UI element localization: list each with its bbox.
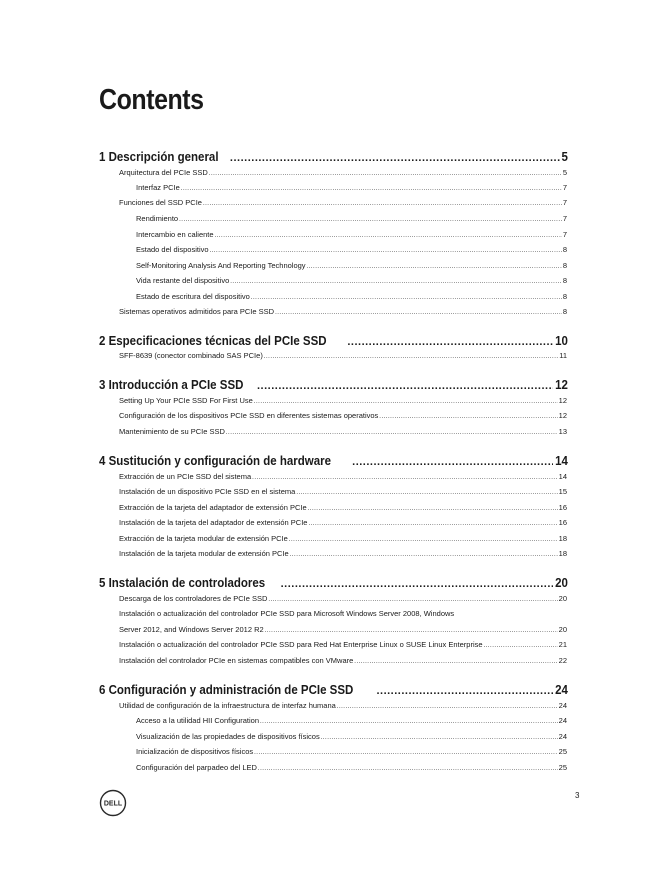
toc-entry[interactable]: Server 2012, and Windows Server 2012 R2 ..... 20 [119, 625, 567, 634]
toc-entry[interactable]: 2 Especificaciones técnicas del PCIe SSD ..... 10 [99, 334, 568, 348]
toc-entry[interactable]: Extracción de la tarjeta del adaptador de extensión PCIe ..... 16 [119, 503, 567, 512]
toc-entry[interactable]: Setting Up Your PCIe SSD For First Use ..... 12 [119, 396, 567, 405]
toc-entry[interactable]: Rendimiento ..... 7 [136, 214, 567, 223]
toc-entry[interactable]: Utilidad de configuración de la infraestructura de interfaz humana ..... 24 [119, 701, 567, 710]
toc-entry[interactable]: Intercambio en caliente ..... 7 [136, 230, 567, 239]
toc-entry[interactable]: Estado de escritura del dispositivo ..... 8 [136, 292, 567, 301]
toc-entry[interactable]: Configuración de los dispositivos PCIe SSD en diferentes sistemas operativos ..... 12 [119, 411, 567, 420]
toc-entry[interactable]: Instalación o actualización del controlador PCIe SSD para Microsoft Windows Server 2008, Windows [119, 609, 455, 618]
toc-entry[interactable]: 6 Configuración y administración de PCIe SSD ..... 24 [99, 683, 568, 697]
toc-entry[interactable]: Inicialización de dispositivos físicos ..... 25 [136, 747, 567, 756]
toc-entry[interactable]: Interfaz PCIe ..... 7 [136, 183, 567, 192]
page-title: Contents [99, 84, 204, 116]
dell-logo-text: DELL [103, 800, 123, 808]
toc-entry[interactable]: Instalación de un dispositivo PCIe SSD en el sistema ..... 15 [119, 487, 567, 496]
toc-entry[interactable]: Configuración del parpadeo del LED ..... 25 [136, 763, 567, 772]
dell-logo [99, 789, 127, 817]
toc-entry[interactable]: Self-Monitoring Analysis And Reporting Technology ..... 8 [136, 261, 567, 270]
toc-entry[interactable]: Acceso a la utilidad HII Configuration ..... 24 [136, 716, 567, 725]
toc-entry[interactable]: Extracción de la tarjeta modular de extensión PCIe ..... 18 [119, 534, 567, 543]
toc-entry[interactable]: 5 Instalación de controladores ..... 20 [99, 576, 568, 590]
toc-entry[interactable]: Descarga de los controladores de PCIe SSD ..... 20 [119, 594, 567, 603]
toc-entry[interactable]: 3 Introducción a PCIe SSD ..... 12 [99, 378, 568, 392]
toc-entry[interactable]: 4 Sustitución y configuración de hardware ..... 14 [99, 454, 568, 468]
toc-entry[interactable]: Vida restante del dispositivo ..... 8 [136, 276, 567, 285]
toc-entry[interactable]: Instalación o actualización del controlador PCIe SSD para Red Hat Enterprise Linux o SUSE Linux Enterprise ..... 21 [119, 640, 567, 649]
toc-entry[interactable]: Estado del dispositivo ..... 8 [136, 245, 567, 254]
toc-entry[interactable]: SFF-8639 (conector combinado SAS PCIe) ..... 11 [119, 351, 567, 360]
toc-entry[interactable]: Sistemas operativos admitidos para PCIe SSD ..... 8 [119, 307, 567, 316]
toc-entry[interactable]: Visualización de las propiedades de dispositivos físicos ..... 24 [136, 732, 567, 741]
toc-entry[interactable]: Mantenimiento de su PCIe SSD ..... 13 [119, 427, 567, 436]
toc-entry[interactable]: Instalación del controlador PCIe en sistemas compatibles con VMware ..... 22 [119, 656, 567, 665]
page-number: 3 [575, 791, 580, 800]
toc-entry[interactable]: Instalación de la tarjeta del adaptador de extensión PCIe ..... 16 [119, 518, 567, 527]
toc-entry[interactable]: 1 Descripción general ..... 5 [99, 150, 568, 164]
toc-entry[interactable]: Instalación de la tarjeta modular de extensión PCIe ..... 18 [119, 549, 567, 558]
toc-entry[interactable]: Arquitectura del PCIe SSD ..... 5 [119, 168, 567, 177]
toc-entry[interactable]: Extracción de un PCIe SSD del sistema ..... 14 [119, 472, 567, 481]
toc-entry[interactable]: Funciones del SSD PCIe ..... 7 [119, 198, 567, 207]
